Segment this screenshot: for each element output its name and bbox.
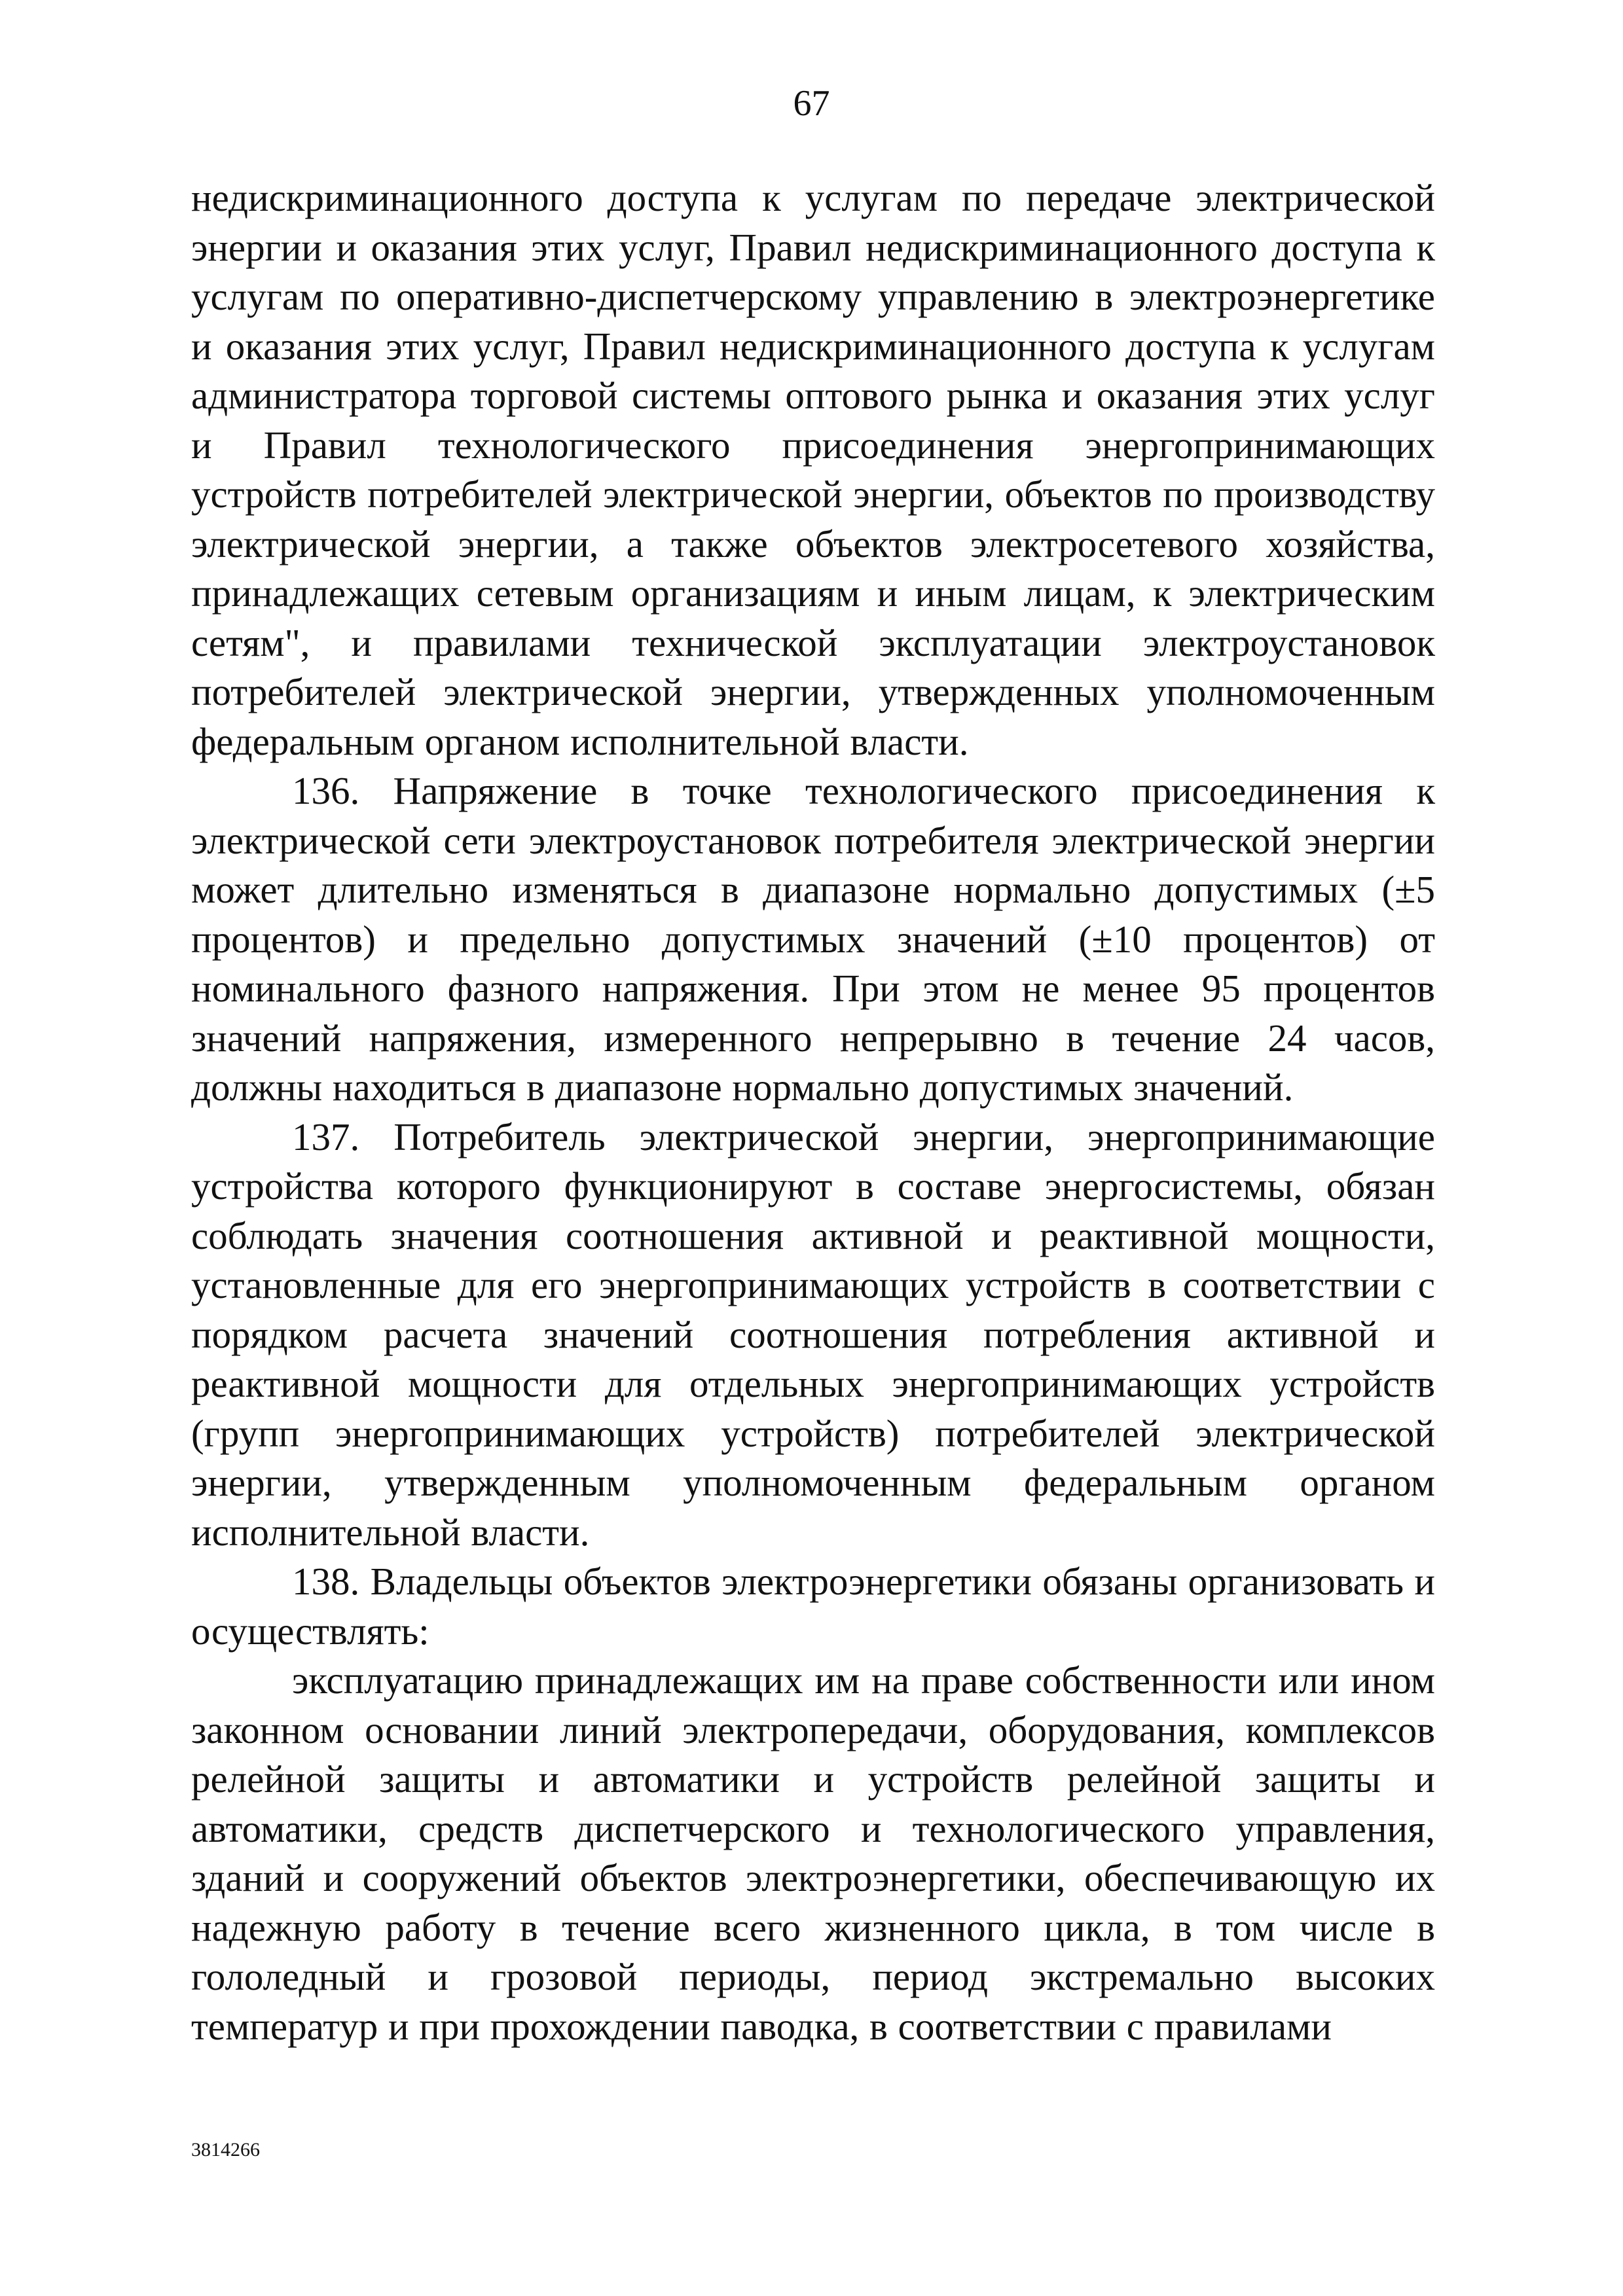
paragraph-item-138: 138. Владельцы объектов электроэнергетики обязаны организовать и осуществлять: <box>191 1560 1435 1653</box>
page-number: 67 <box>793 83 830 124</box>
document-code: 3814266 <box>191 2139 260 2161</box>
paragraph-item-136: 136. Напряжение в точке технологического присоединения к электрической сети электроустановок потребителя электрической энергии может длительно изменяться в диапазоне нормально допустимых (±5 процентов) и предельно допустимых значений (±10 процентов) от номинального фазного напряжения. При этом не менее 95 процентов значений напряжения, измеренного непрерывно в течение 24 часов, должны находиться в диапазоне нормально допустимых значений. <box>191 769 1435 1109</box>
paragraph-item-137: 137. Потребитель электрической энергии, энергопринимающие устройства которого функционируют в составе энергосистемы, обязан соблюдать значения соотношения активной и реактивной мощности, установленные для его энергопринимающих устройств в соответствии с порядком расчета значений соотношения потребления активной и реактивной мощности для отдельных энергопринимающих устройств (групп энергопринимающих устройств) потребителей электрической энергии, утвержденным уполномоченным федеральным органом исполнительной власти. <box>191 1115 1435 1554</box>
paragraph-item-138-operation: эксплуатацию принадлежащих им на праве собственности или ином законном основании линий электропередачи, оборудования, комплексов релейной защиты и автоматики и устройств релейной защиты и автоматики, средств диспетчерского и технологического управления, зданий и сооружений объектов электроэнергетики, обеспечивающую их надежную работу в течение всего жизненного цикла, в том числе в гололедный и грозовой периоды, период экстремально высоких температур и при прохождении паводка, в соответствии с правилами <box>191 1659 1435 2048</box>
document-body <box>191 173 1435 2051</box>
paragraph-continuation: недискриминационного доступа к услугам по передаче электрической энергии и оказания этих услуг, Правил недискриминационного доступа к услугам по оперативно-диспетчерскому управлению в электроэнергетике и оказания этих услуг, Правил недискриминационного доступа к услугам администратора торговой системы оптового рынка и оказания этих услуг и Правил технологического присоединения энергопринимающих устройств потребителей электрической энергии, объектов по производству электрической энергии, а также объектов электросетевого хозяйства, принадлежащих сетевым организациям и иным лицам, к электрическим сетям", и правилами технической эксплуатации электроустановок потребителей электрической энергии, утвержденных уполномоченным федеральным органом исполнительной власти. <box>191 176 1435 763</box>
